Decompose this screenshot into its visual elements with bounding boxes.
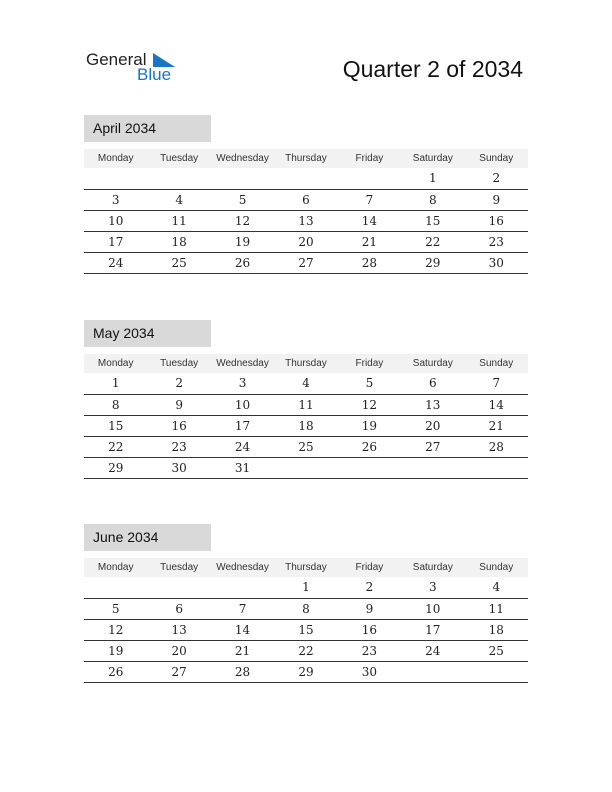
week-row: [84, 436, 528, 457]
week-row: [84, 210, 528, 231]
weekday-header-row: [84, 149, 528, 168]
day-cell: 27: [401, 436, 464, 457]
day-cell: 13: [401, 394, 464, 415]
day-cell: 18: [147, 231, 210, 252]
day-cell: 20: [401, 415, 464, 436]
empty-day-cell: [84, 168, 147, 189]
logo-general-text: General: [86, 50, 147, 69]
day-cell: 30: [338, 661, 401, 682]
day-cell: 5: [84, 598, 147, 619]
month-may: [84, 320, 528, 479]
day-cell: 16: [338, 619, 401, 640]
day-cell: 26: [211, 252, 274, 273]
day-cell: 11: [147, 210, 210, 231]
day-cell: 8: [401, 189, 464, 210]
empty-day-cell: [401, 457, 464, 478]
weekday-header: Thursday: [274, 149, 337, 168]
day-cell: 10: [401, 598, 464, 619]
weekday-header: Saturday: [401, 149, 464, 168]
day-cell: 4: [465, 577, 528, 598]
weekday-header: Sunday: [465, 149, 528, 168]
month-june: [84, 524, 528, 683]
empty-day-cell: [147, 168, 210, 189]
day-cell: 29: [84, 457, 147, 478]
day-cell: 14: [338, 210, 401, 231]
day-cell: 16: [465, 210, 528, 231]
day-cell: 25: [465, 640, 528, 661]
day-cell: 4: [147, 189, 210, 210]
weekday-header: Wednesday: [211, 558, 274, 577]
day-cell: 24: [211, 436, 274, 457]
day-cell: 19: [338, 415, 401, 436]
day-cell: 15: [401, 210, 464, 231]
day-cell: 6: [147, 598, 210, 619]
day-cell: 6: [274, 189, 337, 210]
weekday-header: Friday: [338, 149, 401, 168]
day-cell: 12: [338, 394, 401, 415]
generalblue-logo: [86, 48, 186, 88]
day-cell: 8: [274, 598, 337, 619]
week-row: [84, 231, 528, 252]
day-cell: 10: [84, 210, 147, 231]
day-cell: 17: [84, 231, 147, 252]
day-cell: 23: [338, 640, 401, 661]
day-cell: 9: [338, 598, 401, 619]
day-cell: 19: [211, 231, 274, 252]
day-cell: 17: [401, 619, 464, 640]
day-cell: 22: [84, 436, 147, 457]
day-cell: 30: [147, 457, 210, 478]
day-cell: 1: [401, 168, 464, 189]
day-cell: 25: [147, 252, 210, 273]
day-cell: 22: [401, 231, 464, 252]
day-cell: 11: [274, 394, 337, 415]
day-cell: 1: [274, 577, 337, 598]
empty-day-cell: [84, 577, 147, 598]
weekday-header-row: [84, 354, 528, 373]
day-cell: 16: [147, 415, 210, 436]
day-cell: 7: [211, 598, 274, 619]
day-cell: 7: [465, 373, 528, 394]
weekday-header: Monday: [84, 354, 147, 373]
empty-day-cell: [274, 168, 337, 189]
day-cell: 24: [401, 640, 464, 661]
day-cell: 27: [274, 252, 337, 273]
day-cell: 9: [465, 189, 528, 210]
week-row: [84, 457, 528, 478]
day-cell: 21: [338, 231, 401, 252]
week-row: [84, 252, 528, 273]
weekday-header: Tuesday: [147, 354, 210, 373]
day-cell: 8: [84, 394, 147, 415]
day-cell: 29: [274, 661, 337, 682]
weekday-header: Wednesday: [211, 149, 274, 168]
empty-day-cell: [465, 661, 528, 682]
day-cell: 26: [84, 661, 147, 682]
empty-day-cell: [401, 661, 464, 682]
day-cell: 21: [211, 640, 274, 661]
day-cell: 28: [465, 436, 528, 457]
day-cell: 22: [274, 640, 337, 661]
page-title: Quarter 2 of 2034: [342, 56, 523, 82]
week-row: [84, 415, 528, 436]
logo-blue-text: Blue: [137, 65, 172, 84]
day-cell: 20: [147, 640, 210, 661]
week-row: [84, 598, 528, 619]
month-name: May 2034: [84, 320, 211, 347]
weekday-header: Saturday: [401, 354, 464, 373]
day-cell: 4: [274, 373, 337, 394]
calendar-grid: [84, 149, 528, 274]
week-row: [84, 661, 528, 682]
day-cell: 13: [274, 210, 337, 231]
empty-day-cell: [338, 168, 401, 189]
empty-day-cell: [147, 577, 210, 598]
day-cell: 28: [211, 661, 274, 682]
day-cell: 11: [465, 598, 528, 619]
day-cell: 3: [401, 577, 464, 598]
weekday-header: Monday: [84, 149, 147, 168]
day-cell: 15: [274, 619, 337, 640]
weekday-header: Wednesday: [211, 354, 274, 373]
day-cell: 24: [84, 252, 147, 273]
day-cell: 29: [401, 252, 464, 273]
day-cell: 7: [338, 189, 401, 210]
day-cell: 6: [401, 373, 464, 394]
weekday-header: Friday: [338, 558, 401, 577]
weekday-header: Saturday: [401, 558, 464, 577]
day-cell: 12: [84, 619, 147, 640]
empty-day-cell: [211, 168, 274, 189]
day-cell: 14: [211, 619, 274, 640]
empty-day-cell: [465, 457, 528, 478]
month-april: [84, 115, 528, 274]
week-row: [84, 189, 528, 210]
weekday-header: Monday: [84, 558, 147, 577]
empty-day-cell: [338, 457, 401, 478]
weekday-header: Thursday: [274, 558, 337, 577]
day-cell: 3: [211, 373, 274, 394]
weekday-header: Tuesday: [147, 558, 210, 577]
weekday-header: Sunday: [465, 354, 528, 373]
day-cell: 9: [147, 394, 210, 415]
day-cell: 30: [465, 252, 528, 273]
weekday-header-row: [84, 558, 528, 577]
day-cell: 28: [338, 252, 401, 273]
day-cell: 17: [211, 415, 274, 436]
day-cell: 2: [338, 577, 401, 598]
day-cell: 5: [338, 373, 401, 394]
day-cell: 21: [465, 415, 528, 436]
week-row: [84, 619, 528, 640]
weekday-header: Sunday: [465, 558, 528, 577]
day-cell: 19: [84, 640, 147, 661]
day-cell: 12: [211, 210, 274, 231]
day-cell: 25: [274, 436, 337, 457]
day-cell: 18: [274, 415, 337, 436]
empty-day-cell: [211, 577, 274, 598]
day-cell: 1: [84, 373, 147, 394]
day-cell: 20: [274, 231, 337, 252]
day-cell: 26: [338, 436, 401, 457]
month-name: June 2034: [84, 524, 211, 551]
calendar-grid: [84, 354, 528, 479]
calendar-grid: [84, 558, 528, 683]
day-cell: 31: [211, 457, 274, 478]
weekday-header: Friday: [338, 354, 401, 373]
weekday-header: Thursday: [274, 354, 337, 373]
empty-day-cell: [274, 457, 337, 478]
weekday-header: Tuesday: [147, 149, 210, 168]
day-cell: 23: [465, 231, 528, 252]
day-cell: 13: [147, 619, 210, 640]
week-row: [84, 168, 528, 189]
day-cell: 2: [147, 373, 210, 394]
day-cell: 3: [84, 189, 147, 210]
day-cell: 10: [211, 394, 274, 415]
day-cell: 18: [465, 619, 528, 640]
day-cell: 2: [465, 168, 528, 189]
day-cell: 14: [465, 394, 528, 415]
week-row: [84, 640, 528, 661]
week-row: [84, 373, 528, 394]
day-cell: 23: [147, 436, 210, 457]
day-cell: 5: [211, 189, 274, 210]
day-cell: 27: [147, 661, 210, 682]
month-name: April 2034: [84, 115, 211, 142]
week-row: [84, 577, 528, 598]
day-cell: 15: [84, 415, 147, 436]
week-row: [84, 394, 528, 415]
